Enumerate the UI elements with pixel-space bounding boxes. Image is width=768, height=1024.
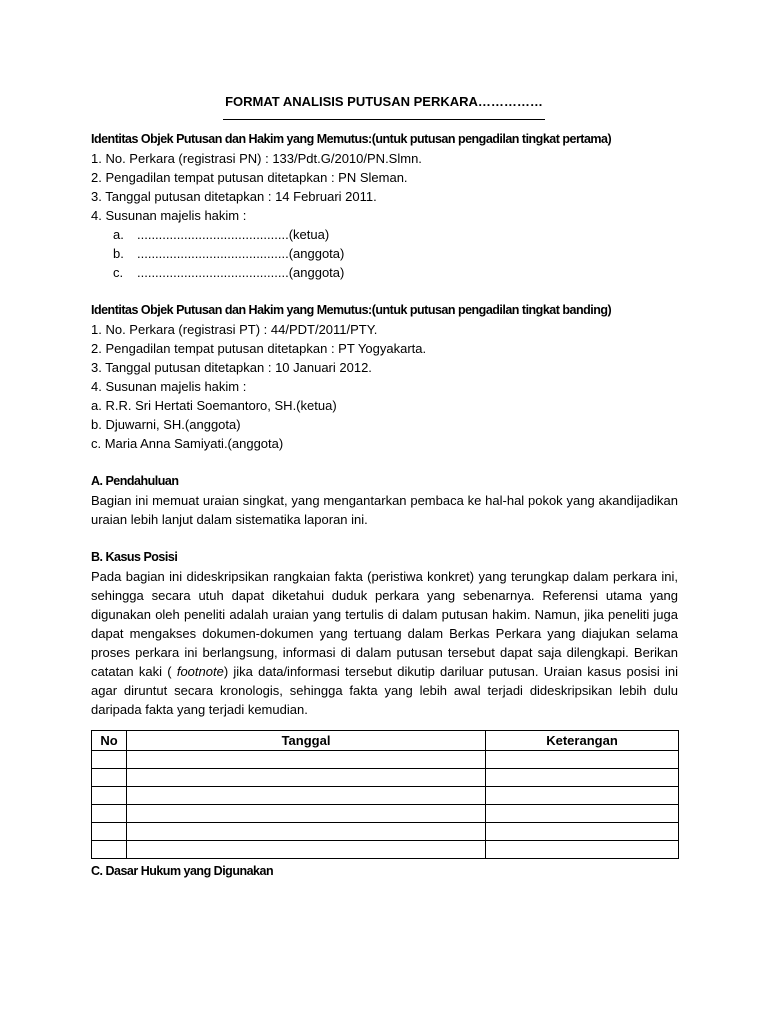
date-line: 3. Tanggal putusan ditetapkan : 14 Februari 2011. bbox=[91, 189, 377, 204]
table-cell-no bbox=[92, 823, 127, 841]
case-number-line: 1. No. Perkara (registrasi PN) : 133/Pdt.G/2010/PN.Slmn. bbox=[91, 151, 422, 166]
section-heading: Identitas Objek Putusan dan Hakim yang Memutus:(untuk putusan pengadilan tingkat banding) bbox=[91, 303, 612, 317]
document-body bbox=[91, 130, 678, 881]
paragraph-text: ) jika data/informasi tersebut dikutip dariluar putusan. Uraian kasus posisi ini agar diruntut secara kronologis, sehingga fakta yang lebih awal terjadi dideskripsikan lebih dulu daripada fakta yang terjadi kemudian. bbox=[91, 664, 678, 717]
court-line: 2. Pengadilan tempat putusan ditetapkan : PN Sleman. bbox=[91, 170, 408, 185]
table-row bbox=[92, 769, 679, 787]
spacer bbox=[91, 282, 678, 301]
table-cell-no bbox=[92, 769, 127, 787]
section-paragraph bbox=[91, 567, 678, 719]
section-a bbox=[91, 472, 678, 529]
judge-item bbox=[91, 225, 678, 244]
section-heading: A. Pendahuluan bbox=[91, 474, 179, 488]
table-cell-tanggal bbox=[127, 751, 486, 769]
panel-line: 4. Susunan majelis hakim : bbox=[91, 208, 247, 223]
section-appeal bbox=[91, 301, 678, 453]
section-heading: B. Kasus Posisi bbox=[91, 550, 178, 564]
column-header-no: No bbox=[92, 731, 127, 751]
judge-text: ..........................................(anggota) bbox=[137, 265, 345, 280]
column-header-tanggal: Tanggal bbox=[127, 731, 486, 751]
table-cell-tanggal bbox=[127, 841, 486, 859]
table-cell-tanggal bbox=[127, 805, 486, 823]
table-row bbox=[92, 823, 679, 841]
section-paragraph: Bagian ini memuat uraian singkat, yang mengantarkan pembaca ke hal-hal pokok yang akandijadikan uraian lebih lanjut dalam sistematika laporan ini. bbox=[91, 493, 678, 527]
table-header-row bbox=[92, 731, 679, 751]
paragraph-text: Pada bagian ini dideskripsikan rangkaian fakta (peristiwa konkret) yang terungkap dalam perkara ini, sehingga secara utuh dapat diketahui duduk perkara yang sebenarnya. Referensi utama yang digunakan oleh peneliti adalah uraian yang tertulis di dalam putusan hakim. Namun, jika peneliti juga dapat mengakses dokumen-dokumen yang tertuang dalam Berkas Perkara yang diajukan selama proses perkara ini berlangsung, informasi di dalam putusan tersebut dapat saja dilengkapi. Berikan catatan kaki ( bbox=[91, 569, 678, 679]
chronology-table bbox=[91, 730, 679, 859]
table-cell-no bbox=[92, 841, 127, 859]
judge-label: a. bbox=[113, 227, 124, 242]
table-cell-keterangan bbox=[486, 841, 679, 859]
judge-text: ..........................................(anggota) bbox=[137, 246, 345, 261]
table-cell-no bbox=[92, 805, 127, 823]
document-title: FORMAT ANALISIS PUTUSAN PERKARA…………… bbox=[225, 94, 543, 109]
table-cell-no bbox=[92, 751, 127, 769]
table-row bbox=[92, 751, 679, 769]
table-row bbox=[92, 805, 679, 823]
footnote-term: footnote bbox=[176, 664, 224, 679]
judge-line: b. Djuwarni, SH.(anggota) bbox=[91, 417, 241, 432]
judge-label: b. bbox=[113, 246, 124, 261]
column-header-keterangan: Keterangan bbox=[486, 731, 679, 751]
table-cell-keterangan bbox=[486, 769, 679, 787]
table-cell-keterangan bbox=[486, 751, 679, 769]
table-cell-tanggal bbox=[127, 787, 486, 805]
court-line: 2. Pengadilan tempat putusan ditetapkan : PT Yogyakarta. bbox=[91, 341, 427, 356]
judge-item bbox=[91, 244, 678, 263]
section-heading-c: C. Dasar Hukum yang Digunakan bbox=[91, 864, 274, 878]
table-cell-keterangan bbox=[486, 823, 679, 841]
table-cell-tanggal bbox=[127, 769, 486, 787]
case-number-line: 1. No. Perkara (registrasi PT) : 44/PDT/2011/PTY. bbox=[91, 322, 378, 337]
date-line: 3. Tanggal putusan ditetapkan : 10 Januari 2012. bbox=[91, 360, 372, 375]
table-cell-keterangan bbox=[486, 787, 679, 805]
judge-item bbox=[91, 263, 678, 282]
table-body bbox=[92, 751, 679, 859]
table-cell-keterangan bbox=[486, 805, 679, 823]
table-cell-tanggal bbox=[127, 823, 486, 841]
spacer bbox=[91, 529, 678, 548]
judge-label: c. bbox=[113, 265, 124, 280]
table-row bbox=[92, 787, 679, 805]
judge-text: ..........................................(ketua) bbox=[137, 227, 330, 242]
section-heading: Identitas Objek Putusan dan Hakim yang Memutus:(untuk putusan pengadilan tingkat pertama) bbox=[91, 132, 612, 146]
judge-line: a. R.R. Sri Hertati Soemantoro, SH.(ketua) bbox=[91, 398, 337, 413]
title-underline bbox=[223, 119, 545, 120]
section-first-instance bbox=[91, 130, 678, 282]
table-row bbox=[92, 841, 679, 859]
judge-line: c. Maria Anna Samiyati.(anggota) bbox=[91, 436, 284, 451]
spacer bbox=[91, 453, 678, 472]
table-cell-no bbox=[92, 787, 127, 805]
section-b bbox=[91, 548, 678, 719]
panel-line: 4. Susunan majelis hakim : bbox=[91, 379, 247, 394]
